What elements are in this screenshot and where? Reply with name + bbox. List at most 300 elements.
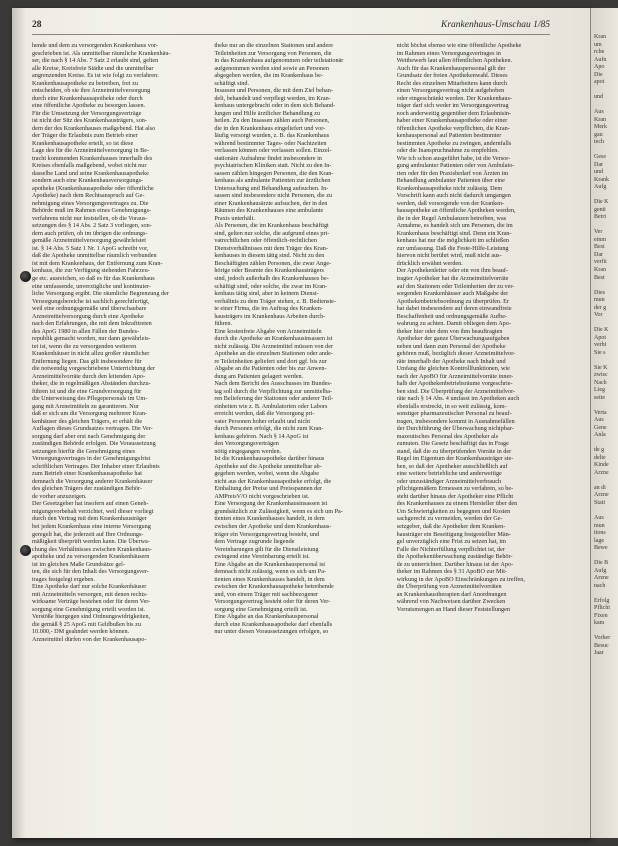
- adjacent-text-fragment: gau: [594, 131, 603, 138]
- text-line: nicht zulässig. Die Arzneimittel müssen von der: [214, 342, 334, 350]
- text-line: hen, so daß der Apotheker ausschließlich auf: [396, 462, 508, 470]
- text-line: Lage des für die Arzneimittelversorgung in Be-: [32, 147, 150, 155]
- adjacent-text-fragment: Fixen: [594, 612, 608, 619]
- text-line: nur unter diesen Voraussetzungen erfolgen, so: [214, 628, 329, 636]
- text-line: Um Schwierigkeiten zu begegnen und Kosten: [396, 507, 511, 515]
- text-line: Eine Abgabe an das Krankenhauspersonal: [214, 613, 319, 621]
- text-line: dasselbe Land und seine Krankenhausapotheke: [32, 169, 149, 177]
- text-line: ge etc. ausreichen, so daß es für das Krankenhaus: [32, 274, 155, 282]
- text-line: daß die Apotheke unmittelbar räumlich verbunden: [32, 252, 157, 260]
- text-line: sorgung eine Genehmigung erteilt worden ist.: [32, 605, 146, 613]
- text-line: in das Krankenhaus aufgenommen oder teilstationär: [214, 57, 344, 65]
- text-line: republik gemacht worden, nur dann gewährleis-: [32, 335, 151, 343]
- text-line: haber einer Krankenhausapotheke oder einer: [396, 117, 508, 125]
- text-line: vater Personen hoher erlaubt und nicht: [214, 417, 311, 425]
- text-line: Eine Versorgung der Krankenhausinsassen ist: [214, 500, 328, 508]
- text-line: hende und dem zu versorgenden Krankenhaus vor-: [32, 42, 158, 49]
- adjacent-text-fragment: kam: [594, 620, 605, 627]
- text-line: zuständigen Behörde erfolgen. Die Voraussetzung: [32, 440, 156, 448]
- adjacent-text-fragment: Apot: [594, 334, 606, 341]
- text-line: gegeben werden, wobei, wenn die Abgabe: [214, 470, 319, 478]
- text-line: kenhauses in diesem tätig sind. Nicht zu den: [214, 252, 325, 260]
- text-line: steht darüber hinaus der Apotheker eine Pflicht: [396, 492, 514, 500]
- text-line: Vorratsmengen an Hand dieser Feststellungen: [396, 605, 510, 613]
- adjacent-text-fragment: Kinde: [594, 462, 609, 469]
- text-line: Apotheke auf die Apotheke unmittelbar ab-: [214, 462, 322, 470]
- adjacent-text-fragment: Arzne: [594, 492, 609, 499]
- text-line: durch die Apotheke an Krankenhausinsassen ist: [214, 335, 333, 343]
- adjacent-text-fragment: [594, 282, 618, 290]
- text-line: des ApoG 1980 in allen Fällen der Bundes-: [32, 327, 140, 335]
- text-line: Annahme, es handelt sich um Personen, die im: [396, 222, 513, 230]
- text-line: Behörde muß im Rahmen eines Genehmigungs-: [32, 207, 152, 215]
- text-line: sind, jedoch außerhalb des Krankenhauses be-: [214, 274, 329, 282]
- text-line: mäßigkeit überprüft werden kann. Die Überwa-: [32, 538, 150, 546]
- adjacent-text-fragment: [594, 402, 618, 410]
- text-line: Krankenhaus beschäftigt sind. Denn ein Kran-: [396, 229, 512, 237]
- adjacent-text-fragment: mun: [594, 522, 605, 529]
- adjacent-text-fragment: tech: [594, 139, 604, 146]
- text-line: kenhaus untergebracht oder in dem sich Behand-: [214, 102, 336, 110]
- text-line: Teileinheiten zur Versorgung von Personen, die: [214, 49, 332, 57]
- text-line: sorgung eine Genehmigung erteilt ist.: [214, 605, 308, 613]
- text-line: zwingend eine Vereinbarung erteilt ist.: [214, 553, 310, 561]
- adjacent-text-fragment: Kran: [594, 266, 606, 273]
- text-line: Krankenhausapotheke zu betreiben, frei zu: [32, 79, 138, 87]
- adjacent-page-text: [591, 34, 618, 658]
- text-line: räte innerhalb der Apotheke nach Inhalt und: [396, 357, 506, 365]
- text-line: wirksame Verträge bestehen oder für deren Ver-: [32, 598, 151, 606]
- text-line: Eine Abgabe an die Krankenhauspersonal ist: [214, 560, 326, 568]
- text-line: setzungen hierfür die Genehmigung eines: [32, 447, 136, 455]
- text-line: noch anderweitig gegenüber dem Erlaubnisin-: [396, 109, 512, 117]
- text-line: ten, die sich für den Inhalt des Versorgungsver-: [32, 568, 149, 576]
- adjacent-text-fragment: lage: [594, 537, 604, 544]
- text-line: entscheiden, ob sie ihre Arzneimittelversorgung: [32, 87, 151, 95]
- text-line: heilen. Zu den Insassen zählen auch Personen,: [214, 117, 330, 125]
- text-line: nach der ApoBO für Arzneimittelvorräte inner-: [396, 372, 514, 380]
- text-line: Eine Apotheke darf nur solche Krankenhäuser: [32, 583, 147, 591]
- text-line: Kreises ebenfalls maßgebend, wobei nicht nur: [32, 162, 147, 170]
- text-line: sassen sind insbesondere nicht Personen, die zu: [214, 192, 333, 200]
- text-line: mazeutisches Personal des Apotheker als: [396, 432, 499, 440]
- adjacent-text-fragment: de g: [594, 447, 605, 454]
- text-line: theker, die in regelmäßigen Abständen durchzu-: [32, 380, 151, 388]
- adjacent-text-fragment: Aus: [594, 417, 604, 424]
- text-line: gemäße Arzneimittelversorgung gewährleistet: [32, 237, 146, 245]
- text-line: apotheke und zu versorgenden Krankenhäusern: [32, 553, 150, 561]
- text-line: daß er sich um die Versorgung mehrerer Kran-: [32, 410, 148, 418]
- text-line: verhältnis zu dem Träger stehen, z. B. Bedienste-: [214, 297, 336, 305]
- text-line: Apothekenbetriebsordnung zu überprüfen. Er: [396, 297, 510, 305]
- adjacent-text-fragment: Die K: [594, 327, 609, 334]
- text-line: Beschaffenheit und ordnungsgemäße Aufbe-: [396, 312, 508, 320]
- adjacent-text-fragment: [594, 507, 618, 515]
- text-line: zum Betrieb einer Krankenhausapotheke hat: [32, 470, 142, 478]
- adjacent-text-fragment: Erfolg: [594, 597, 610, 604]
- text-line: mit Arzneimitteln versorgen, mit denen rechts-: [32, 590, 148, 598]
- text-line: Wettbewerb laut allen öffentlichen Apotheken.: [396, 57, 513, 65]
- adjacent-text-fragment: Die K: [594, 199, 609, 206]
- text-line: während bestimmter Tages- oder Nachtzeiten: [214, 139, 327, 147]
- text-line: des Krankenhauses zu einem Hersteller über den: [396, 500, 518, 508]
- adjacent-text-fragment: Dar: [594, 251, 603, 258]
- text-line: Auflagen dieses Grundsatzes vertragen. Die Ver-: [32, 425, 153, 433]
- text-line: setzungen des § 14 Abs. 2 Satz 3 vorliegen, son-: [32, 222, 152, 230]
- adjacent-text-fragment: Betri: [594, 214, 606, 221]
- text-line: hörige oder Beamte des Krankenhausträgers: [214, 267, 324, 275]
- text-line: Arzneimittelvorräte durch den leitenden Apo-: [32, 372, 146, 380]
- text-line: stand, daß die zu überprüfenden Vorräte in der: [396, 447, 512, 455]
- adjacent-text-fragment: [594, 553, 618, 561]
- text-line: nicht aus der Krankenhausapotheke erfolgt, die: [214, 477, 332, 485]
- text-line: zwischen der Apotheke und dem Krankenhaus-: [214, 523, 332, 530]
- adjacent-text-fragment: an di: [594, 484, 606, 491]
- text-line: kenhaus tätig sind, aber in keinem Dienst-: [214, 290, 319, 298]
- adjacent-text-fragment: [594, 357, 618, 365]
- text-line: geregelt hat, die jederzeit auf Ihre Ordnungs-: [32, 530, 144, 538]
- text-line: die Apothekenüberwachung zuständige Behör-: [396, 553, 513, 561]
- text-line: sassen zählen hingegen Personen, die den Kran-: [214, 169, 334, 177]
- text-line: die in der Regel Ambulanzen betreiben, was: [396, 214, 507, 222]
- text-line: zumuten. Die Gesetz beschäftigt das in Frage: [396, 440, 509, 448]
- text-line: Grundsatz der freien Apothekenwahl. Dieses: [396, 72, 508, 80]
- text-line: Arzneimittelversorgung durch eine Apotheke: [32, 312, 144, 320]
- adjacent-text-fragment: apot: [594, 79, 605, 86]
- text-line: tienten eines Krankenhauses handelt, in dem: [214, 575, 325, 583]
- text-line: migungsvorbehalt verzichtet, weil dieser vorliegt: [32, 507, 154, 515]
- text-line: kenhaus hat nur die möglichkeit im schließen: [396, 237, 510, 245]
- adjacent-text-fragment: [594, 628, 618, 636]
- text-line: der Träger die Erlaubnis zum Betrieb einer: [32, 132, 138, 140]
- text-line: sorgung darf aber erst nach Genehmigung der: [32, 432, 146, 440]
- text-line: Regel im Eigentum der Krankenhausträger ste-: [396, 455, 514, 463]
- text-line: Insassen und Personen, die mit dem Ziel behan-: [214, 87, 333, 95]
- text-line: Als Personen, die im Krankenhaus beschäftigt: [214, 222, 329, 230]
- text-line: den Versorgungsverträgen: [214, 440, 279, 448]
- text-line: Behandlung ambulanter Patienten über eine: [396, 177, 505, 185]
- text-line: führen.: [214, 320, 233, 328]
- text-line: ist. § 14 Abs. 5 Satz 1 Nr. 1 ApoG schreibt vor,: [32, 244, 149, 252]
- text-line: re Teileinheiten geliefert und dort ggf. bis zur: [214, 357, 327, 365]
- text-line: einer Krankenhausärzte aufsuchen, der in den: [214, 199, 328, 207]
- text-line: schäftigt sind.: [214, 79, 250, 87]
- text-line: im Rahmen eines Versorgungsvertrages in: [396, 49, 501, 57]
- adjacent-text-fragment: Krank: [594, 176, 609, 183]
- text-line: Für die Umsetzung der Versorgungsverträge: [32, 109, 142, 117]
- adjacent-text-fragment: um: [594, 41, 602, 48]
- adjacent-text-fragment: Best: [594, 244, 605, 251]
- adjacent-text-fragment: Dies: [594, 289, 605, 296]
- text-line: Einhaltung der Preise und Preisspannen der: [214, 485, 323, 493]
- text-line: dern der des Krankenhauses maßgebend. Hat also: [32, 124, 156, 132]
- text-line: Apotheke an die einzelnen Stationen oder ande-: [214, 350, 333, 358]
- text-column-2: [214, 42, 385, 818]
- text-line: sorgenden Krankenhäuser auch Maßgabe der: [396, 290, 509, 298]
- adjacent-text-fragment: Aufn: [594, 56, 607, 63]
- adjacent-text-fragment: Kran: [594, 116, 606, 123]
- text-line: weil eine ordnungsgemäße und überschaubare: [32, 305, 147, 313]
- text-line: chung des Verhältnisses zwischen Krankenhaus-: [32, 545, 152, 553]
- adjacent-text-fragment: Bewe: [594, 545, 608, 552]
- adjacent-text-fragment: Kran: [594, 34, 606, 40]
- adjacent-text-fragment: Vor: [594, 312, 603, 319]
- text-line: die Unterweisung des Pflegepersonals im Um-: [32, 395, 148, 403]
- text-line: zwischen der Krankenhausapotheke betreibende: [214, 583, 334, 591]
- text-line: Versorgungsvertrages in der Genehmigungsfrist: [32, 455, 151, 463]
- adjacent-text-fragment: tions: [594, 530, 606, 537]
- text-line: grundsätzlich zur Zulässigkeit, wenn es sich um Pa-: [214, 507, 343, 515]
- adjacent-text-fragment: [594, 147, 618, 155]
- text-line: drücklich erwähnt werden.: [396, 259, 463, 267]
- text-line: Arzneimittel dürfen von der Krankenhausapo-: [32, 635, 147, 643]
- adjacent-text-fragment: Ver: [594, 229, 603, 236]
- text-line: tracht kommenden Krankenhauses innerhalb des: [32, 154, 153, 162]
- adjacent-text-fragment: Aufg: [594, 567, 607, 574]
- text-line: durch den Vertrag mit dem Krankenhausträger: [32, 515, 147, 523]
- text-line: hausträgers im Krankenhaus Arbeiten durch-: [214, 312, 326, 320]
- adjacent-text-fragment: [594, 477, 618, 485]
- text-line: abgegeben werden, die im Krankenhaus be-: [214, 72, 323, 80]
- document-page: [12, 8, 590, 838]
- adjacent-text-fragment: [594, 192, 618, 200]
- text-line: durch Personen erfolgt, die nicht zum Kran-: [214, 425, 324, 433]
- text-line: halb der Apothekenbetriebsräume vorgeschrie-: [396, 380, 513, 388]
- adjacent-text-fragment: Die: [594, 71, 603, 78]
- text-line: vatrechtlichen oder öffentlich-rechtlichen: [214, 237, 317, 245]
- text-line: de zu unterrichten. Darüber hinaus ist der Apo-: [396, 560, 514, 568]
- text-line: psychiatrischen Kliniken statt. Nicht zu den In-: [214, 162, 332, 170]
- adjacent-text-fragment: verbi: [594, 342, 607, 349]
- adjacent-text-fragment: [594, 590, 618, 598]
- text-line: stationäre Aufnahme findet insbesondere in: [214, 154, 322, 162]
- text-line: Umfang die gleichen Kontrollfunktionen, wie: [396, 365, 510, 373]
- text-line: sachgerecht zu vermeiden, werden der Ge-: [396, 515, 503, 523]
- text-line: schäftigt sind, oder solche, die zwar im Kran-: [214, 282, 328, 290]
- text-line: bei jedem Krankenhaus eine interne Versorgung: [32, 523, 151, 530]
- adjacent-text-fragment: Die B: [594, 560, 609, 567]
- text-line: nötig eingegangen werden.: [214, 447, 282, 455]
- text-line: AMPreisV/O nicht vorgeschrieben ist.: [214, 492, 310, 500]
- adjacent-text-fragment: zwisc: [594, 372, 608, 379]
- text-line: öffentlichen Apotheke verpflichten, die Kran-: [396, 124, 510, 132]
- text-line: setzgeber, daß die Apotheker dem Kranken-: [396, 523, 506, 530]
- adjacent-text-fragment: Anla: [594, 432, 606, 439]
- text-line: Der Apothekenleiter oder ein von ihm beauf-: [396, 267, 508, 275]
- text-line: sind, gelten nur solche, die aufgrund eines pri-: [214, 229, 330, 237]
- text-line: werden, daß vorsorgende von der Kranken-: [396, 199, 505, 207]
- text-line: räte nach § 14 Abs. 4 umfasst im Apotheken auch: [396, 395, 520, 403]
- text-line: Räumen des Krankenhauses eine ambulante: [214, 207, 324, 215]
- adjacent-text-fragment: Gene: [594, 424, 607, 431]
- text-line: an Krankenhaustherapien darf Anordnungen: [396, 590, 507, 598]
- adjacent-text-fragment: [594, 440, 618, 448]
- text-line: Praxis unterhält.: [214, 214, 255, 222]
- adjacent-text-fragment: einm: [594, 236, 606, 243]
- text-line: kenhäuser des gleichen Trägers, er erhält die: [32, 417, 143, 425]
- adjacent-text-fragment: Verta: [594, 409, 607, 416]
- adjacent-text-fragment: Best: [594, 274, 605, 281]
- text-column-3: [397, 42, 568, 818]
- text-line: tag soll durch die Verpflichtung zur unmittelba-: [214, 387, 333, 395]
- text-line: verlassen können oder verlassen sollen. Einzel-: [214, 147, 332, 155]
- text-line: ren Belieferung der Stationen oder anderer Teil-: [214, 395, 334, 403]
- text-line: schriftlichen Vertrages. Der Inhaber einer Erlaubnis: [32, 462, 160, 470]
- text-line: ser, die nach § 14 Abs. 7 Satz 2 erlaubt sind, gelten: [32, 57, 159, 65]
- text-line: hausapotheke an öffentliche Apotheken werden,: [396, 207, 516, 215]
- text-line: verfahrens nicht nur feststellen, ob die Voraus-: [32, 214, 148, 222]
- text-line: Versorgungsvertrag besteht oder für deren Ver-: [214, 598, 331, 606]
- text-line: alle Kreise, Kreisfreie Städte und die unmittelbar: [32, 64, 154, 72]
- text-line: oder die Inanspruchnahme zu empfehlen.: [396, 147, 499, 155]
- adjacent-text-fragment: [594, 87, 618, 95]
- text-line: ist im gleichen Maße Grundsätze gel-: [32, 560, 125, 568]
- text-line: sonstiger pharmazeutischer Personal zu beauf-: [396, 410, 512, 418]
- text-line: gehören muß, bezüglich dieser Arzneimittelvor-: [396, 350, 516, 358]
- adjacent-text-fragment: Besuc: [594, 642, 609, 649]
- adjacent-text-fragment: Arzne: [594, 469, 609, 476]
- text-line: einen Versorgungsvertrag nicht aufgehoben: [396, 87, 505, 95]
- text-line: die in den Krankenhaus eingeliefert und vor-: [214, 124, 326, 132]
- text-line: einheiten wie z. B. Ambulatorien oder Labors: [214, 402, 328, 410]
- text-line: demnach die Versorgung anderer Krankenhäuser: [32, 477, 153, 485]
- adjacent-text-fragment: seite: [594, 394, 605, 401]
- text-line: kenhauspersonal auf Patienten bestimmter: [396, 132, 502, 140]
- text-line: Der Gesetzgeber hat insofern auf einen Geneh-: [32, 500, 149, 508]
- text-line: theker im Rahmen des § 31 ApoBO zur Mit-: [396, 568, 507, 576]
- adjacent-page-edge: [590, 8, 618, 838]
- text-line: führen ist und die eine Grundversorgung für: [32, 387, 142, 395]
- text-columns: [32, 42, 568, 818]
- text-line: Eine kostenfreie Abgabe von Arzneimitteln: [214, 327, 322, 335]
- text-line: und, von einem Träger mit sachbezogener: [214, 590, 319, 598]
- text-line: hat dabei insbesondere auf deren einwandfreie: [396, 305, 512, 313]
- text-line: der Durchführung der Überwachung nichtphar-: [396, 425, 514, 433]
- text-line: oder eingeschränkt werden. Der Krankenhaus-: [396, 94, 512, 102]
- text-line: angrenzenden Kreise. Es ist wie folgt zu verfahren:: [32, 72, 159, 80]
- text-line: geschrieben ist. Als unmittelbar räumliche Krankenhäu-: [32, 49, 171, 57]
- text-line: apotheke (Krankenhausapotheke oder öffentliche: [32, 184, 154, 192]
- text-line: delt, behandelt und verpflegt werden, im Kran-: [214, 94, 331, 102]
- adjacent-text-fragment: Vorher: [594, 635, 611, 642]
- adjacent-text-fragment: Arzne: [594, 575, 609, 582]
- page-header: [32, 20, 550, 35]
- text-line: 10.000,- DM geahndet werden können.: [32, 628, 130, 636]
- text-line: gel unverzüglich eine Frist zu setzen hat, im: [396, 538, 506, 546]
- text-line: Entfernung liegen. Das gilt insbesondere für: [32, 357, 142, 365]
- text-line: hiervon nicht berührt wird, muß nicht aus-: [396, 252, 502, 260]
- text-line: lungen und Hilfe ärztlicher Behandlung zu: [214, 109, 320, 117]
- text-line: Beschäftigten zählen Personen, die zwar Ange-: [214, 259, 332, 267]
- text-line: Apotheker der ganze Überwachungsaufgaben: [396, 335, 510, 343]
- adjacent-text-fragment: Merk: [594, 124, 607, 131]
- text-line: Krankenhäuser in nicht allzu großer räumlicher: [32, 350, 150, 358]
- text-line: gung ambulanter Patienten oder von Ambulato-: [396, 162, 515, 170]
- text-line: wahrung zu achten. Damit obliegen dem Apo-: [396, 320, 511, 328]
- text-line: eine öffentliche Apotheke zu besorgen lassen.: [32, 102, 146, 110]
- text-line: nach den Erfahrungen, die mit dem Inkrafttreten: [32, 320, 152, 328]
- adjacent-text-fragment: und: [594, 94, 603, 101]
- adjacent-text-fragment: und: [594, 169, 603, 176]
- adjacent-text-fragment: Sie s: [594, 349, 606, 356]
- text-line: theke nur an die einzelnen Stationen und andere: [214, 42, 334, 49]
- adjacent-text-fragment: Lieg: [594, 387, 605, 394]
- text-line: de vorher anzuzeigen.: [32, 492, 87, 500]
- text-column-1: [32, 42, 203, 818]
- adjacent-text-fragment: nach: [594, 582, 606, 589]
- adjacent-text-fragment: mun: [594, 297, 605, 304]
- text-line: rien oder für den Praxisbedarf von Ärzten im: [396, 169, 509, 177]
- text-line: Auch für das Krankenhausperssonal gilt der: [396, 64, 506, 72]
- text-line: Vereinbarungen gilt für die Dienstleistung: [214, 545, 319, 553]
- adjacent-text-fragment: Jaar: [594, 650, 604, 657]
- text-line: gang mit Arzneimitteln zu garantieren. Nur: [32, 402, 139, 410]
- text-line: Verstöße hiergegen sind Ordnungswidrigkeiten,: [32, 613, 151, 621]
- text-line: ben sind. Die Überprüfung der Arzneimittelvor-: [396, 387, 516, 395]
- text-line: nicht höchst ebenso wie eine öffentliche Apotheke: [396, 42, 522, 49]
- text-line: träger ein Versorgungsvertrag besteht, und: [214, 530, 320, 538]
- text-line: nehmigung eines Versorgungsvertrages zu. Die: [32, 199, 149, 207]
- adjacent-text-fragment: Dar: [594, 161, 603, 168]
- text-line: kenhaus als ambulante Patienten zur ärztlichen: [214, 177, 331, 185]
- adjacent-text-fragment: Gese: [594, 154, 606, 161]
- text-line: demnach nicht zulässig, wenn es sich um Pa-: [214, 568, 327, 576]
- text-line: läufig versorgt wurden, z. B. das Krankenhaus: [214, 132, 330, 140]
- text-line: Untersuchung und Behandlung aufsuchen. In-: [214, 184, 329, 192]
- text-line: kenhaus gehören. Nach § 14 ApoG ist: [214, 432, 309, 440]
- adjacent-text-fragment: der g: [594, 304, 607, 311]
- adjacent-text-fragment: [594, 222, 618, 230]
- text-line: zur umfassung. Daß die Feste-Hilfe-Leistung: [396, 244, 509, 252]
- text-line: Abgabe an die Patienten oder bis zur Anwen-: [214, 365, 327, 373]
- text-line: dern auch prüfen, ob im übrigen die ordnungs-: [32, 229, 148, 237]
- text-line: des gleichen Trägers der zuständigen Behör-: [32, 485, 143, 493]
- text-line: liche Versorgung ergibt. Die räumliche Begrenzung der: [32, 290, 169, 298]
- text-line: pflichtgemäßem Ermessen zu verfahren, so be-: [396, 485, 514, 493]
- adjacent-text-fragment: delte: [594, 454, 606, 461]
- text-line: die notwendig vorgeschriebene Unterrichtung der: [32, 365, 155, 373]
- text-line: träger darf sich weder im Versorgungsvertrag: [396, 102, 509, 110]
- text-line: ist nicht der Sitz des Krankenhausträgers, son-: [32, 117, 147, 125]
- text-line: theker hier oder dem von ihm beauftragten: [396, 327, 503, 335]
- text-line: wirkung in der ApoBO Einschränkungen zu treffen,: [396, 575, 525, 583]
- adjacent-text-fragment: Pflicht: [594, 605, 610, 612]
- text-line: sondern auch eine Krankenhausversorgungs-: [32, 177, 144, 185]
- text-line: Krankenhausapotheke erteilt, so ist diese: [32, 139, 134, 147]
- text-line: trages festgelegt ergeben.: [32, 575, 95, 583]
- adjacent-text-fragment: Sie K: [594, 364, 608, 371]
- text-line: Recht des einzelnen Mitarbeiters kann durch: [396, 79, 508, 87]
- text-line: kenhaus, die zur Verfügung stehenden Fahrzeu-: [32, 267, 150, 275]
- adjacent-text-fragment: [594, 320, 618, 328]
- text-line: durch eine Krankenhausapotheke oder durch: [32, 94, 143, 102]
- text-line: Falle der Nichterfüllung verpflichtet ist, der: [396, 545, 505, 553]
- text-line: eine umfassende, unverzügliche und kontinuier-: [32, 282, 151, 290]
- text-line: tienten eines Krankenhauses handelt, in dem: [214, 515, 325, 523]
- text-line: die gemäß § 25 ApoG mit Geldbußen bis zu: [32, 620, 141, 628]
- text-line: die Überprüfung von Arzneimittelvorräten: [396, 583, 502, 591]
- text-line: neben und dann zum Personal der Apotheke: [396, 342, 506, 350]
- binder-hole-bottom: [20, 545, 31, 556]
- text-line: tragen, insbesondere kommt in Ausnahmefällen: [396, 417, 515, 425]
- text-line: während von Nachweisen darüber Zwecken: [396, 598, 506, 606]
- adjacent-text-fragment: Aus: [594, 109, 604, 116]
- adjacent-text-fragment: [594, 102, 618, 110]
- text-line: ebenfalls erstreckt, in so weit zulässig, kom-: [396, 402, 507, 410]
- text-line: Ist die Krankenhausapotheke darüber hinaus: [214, 455, 325, 463]
- text-line: bestimmten Apotheke zu zwingen, andernfalls: [396, 139, 512, 147]
- text-line: dung am Patienten gelagert werden.: [214, 372, 304, 380]
